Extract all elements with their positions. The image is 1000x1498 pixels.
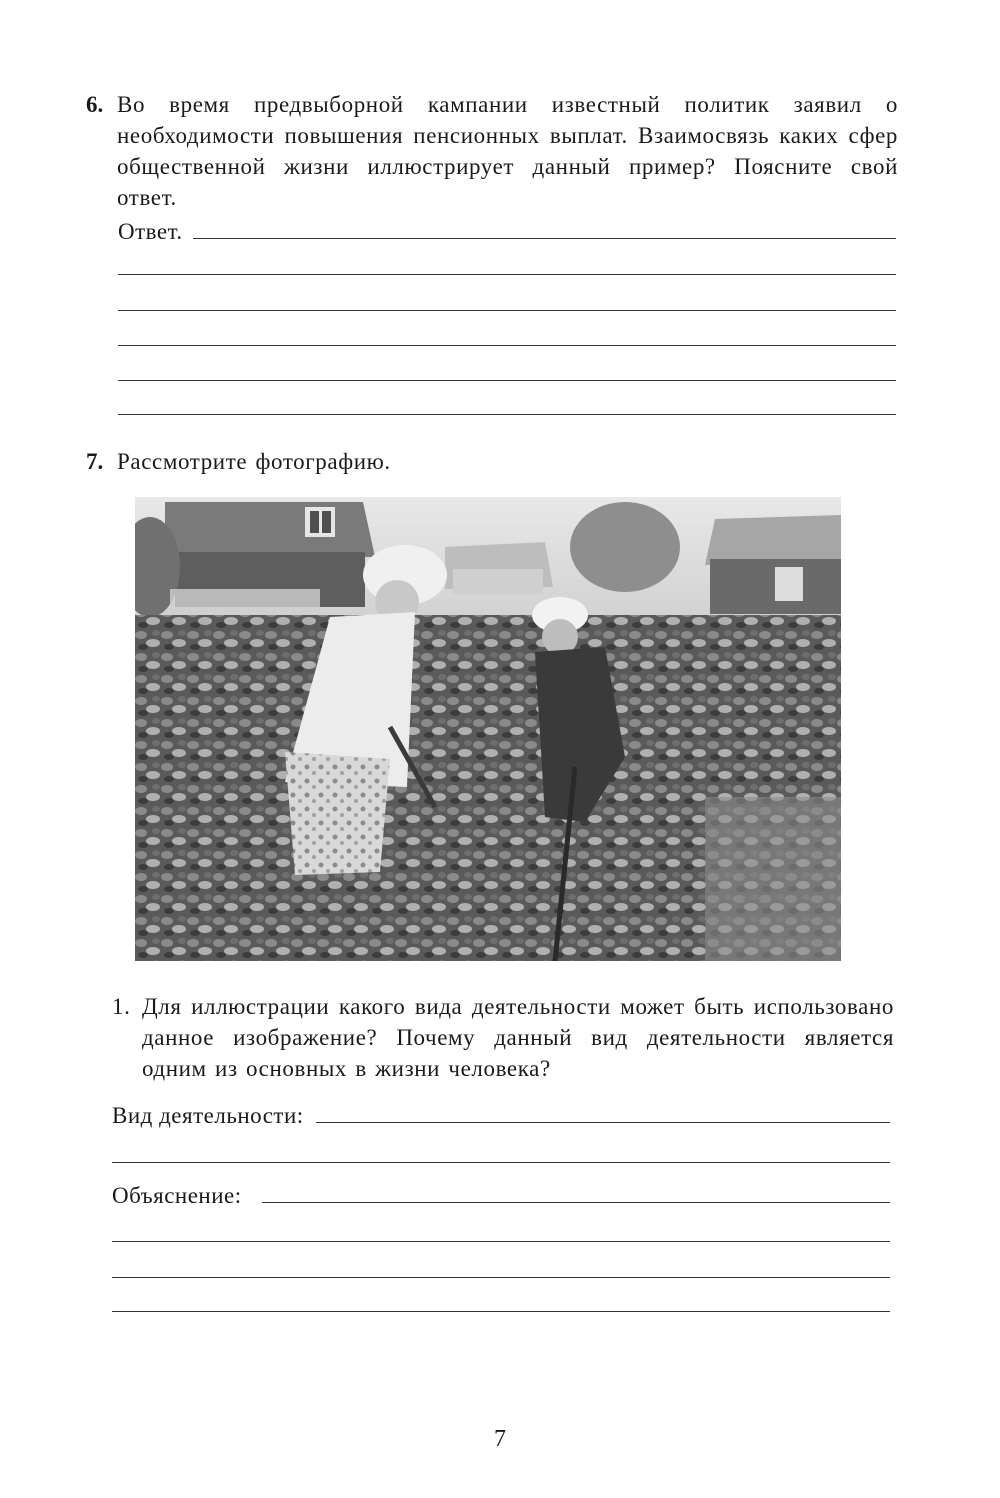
task-6-text: Во время предвыборной кампании известный политик заявил о необходимости повышения пенсионных выплат. Взаимосвязь каких сфер общественной жизни иллюстрирует данный пример? Поясните свой ответ. [117, 92, 898, 210]
answer-line-6[interactable] [118, 414, 896, 415]
item-1-number: 1. [112, 994, 131, 1019]
activity-row [112, 1103, 890, 1129]
page-number: 7 [494, 1426, 506, 1452]
explanation-label: Объяснение: [112, 1183, 242, 1208]
task-7-number: 7. [86, 449, 104, 474]
answer-label: Ответ. [118, 219, 183, 244]
answer-line-1[interactable] [193, 238, 896, 239]
answer-line-4[interactable] [118, 345, 896, 346]
answer-line-3[interactable] [118, 310, 896, 311]
item-1-text: Для иллюстрации какого вида деятельности может быть использовано данное изображение? Почему данный вид деятельности является одним из основных в жизни человека? [142, 994, 894, 1081]
task-6 [86, 89, 898, 213]
activity-label: Вид деятельности: [112, 1103, 304, 1128]
explanation-line-2[interactable] [112, 1241, 890, 1242]
explanation-line-4[interactable] [112, 1311, 890, 1312]
garden-photo [135, 497, 841, 961]
answer-line-5[interactable] [118, 380, 896, 381]
explanation-row [112, 1183, 890, 1209]
explanation-line-1[interactable] [262, 1202, 890, 1203]
task-7-text: Рассмотрите фотографию. [117, 449, 391, 474]
task-6-answer-row [118, 219, 896, 245]
task-7 [86, 446, 898, 477]
task-6-number: 6. [86, 92, 104, 117]
task-7-item-1 [112, 991, 894, 1084]
activity-line-1[interactable] [316, 1122, 890, 1123]
answer-line-2[interactable] [118, 274, 896, 275]
activity-line-2[interactable] [112, 1162, 890, 1163]
explanation-line-3[interactable] [112, 1277, 890, 1278]
